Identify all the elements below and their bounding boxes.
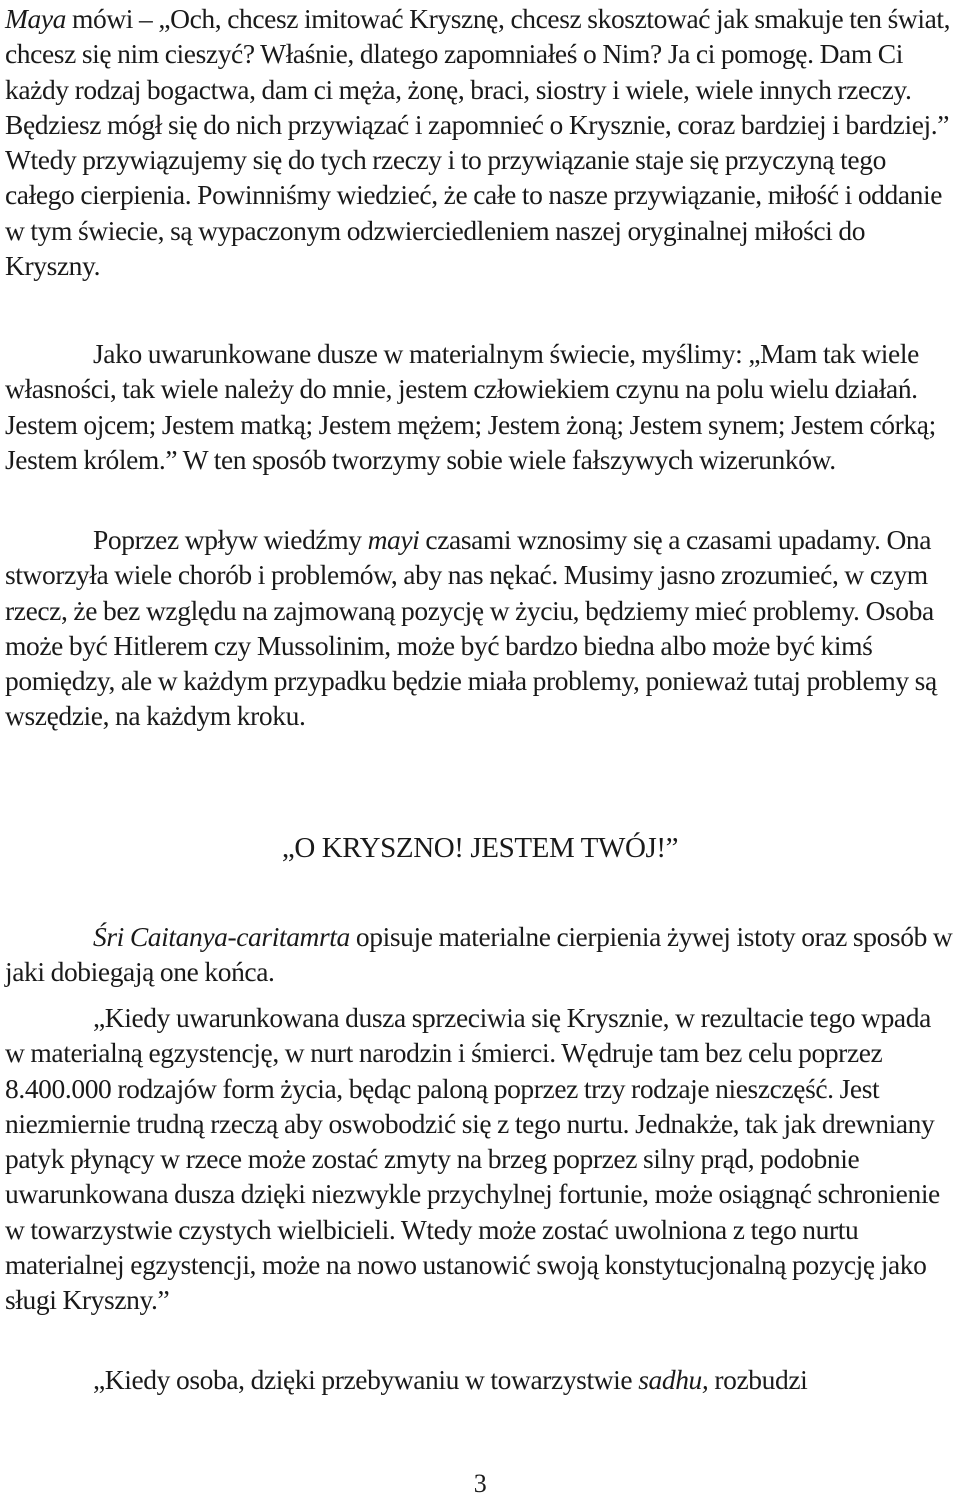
paragraph-maya-speech: [5, 1, 955, 283]
paragraph-text-after: czasami wznosimy się a czasami upadamy. Ona stworzyła wiele chorób i problemów, aby nas nękać. Musimy jasno zrozumieć, w czym rzecz, że bez względu na zajmowaną pozycję w życiu, będziemy mieć problemy. Osoba może być Hitlerem czy Mussolinim, może być bardzo biedna albo może być kimś pomiędzy, ale w każdym przypadku będzie miała problemy, ponieważ tutaj problemy są wszędzie, na każdym kroku.: [5, 524, 937, 732]
paragraph-text: mówi – „Och, chcesz imitować Krysznę, chcesz skosztować jak smakuje ten świat, chcesz się nim cieszyć? Właśnie, dlatego zapomniałeś o Nim? Ja ci pomogę. Dam Ci każdy rodzaj bogactwa, dam ci męża, żonę, braci, siostry i wiele, wiele innych rzeczy. Będziesz mógł się do nich przywiązać i zapomnieć o Krysznie, coraz bardziej i bardziej.” Wtedy przywiązujemy się do tych rzeczy i to przywiązanie staje się przyczyną tego całego cierpienia. Powinniśmy wiedzieć, że całe to nasze przywiązanie, miłość i oddanie w tym świecie, są wypaczonym odzwierciedleniem naszej oryginalnej miłości do Kryszny.: [5, 3, 951, 282]
section-heading: „O KRYSZNO! JESTEM TWÓJ!”: [281, 832, 679, 864]
paragraph-text: opisuje materialne cierpienia żywej istoty oraz sposób w jaki dobiegają one końca.: [5, 921, 953, 988]
paragraph-text: Jako uwarunkowane dusze w materialnym świecie, myślimy: „Mam tak wiele własności, tak wiele należy do mnie, jestem człowiekiem czynu na polu wielu działań. Jestem ojcem; Jestem matką; Jestem mężem; Jestem żoną; Jestem synem; Jestem córką; Jestem królem.” W ten sposób tworzymy sobie wiele fałszywych wizerunków.: [5, 338, 936, 475]
paragraph-conditioned-souls: [5, 336, 955, 477]
term-mayi: mayi: [367, 524, 420, 555]
term-maya: Maya: [5, 3, 67, 34]
paragraph-text-after: rozbudzi: [708, 1364, 808, 1395]
page-number: 3: [473, 1469, 487, 1498]
paragraph-text-before: „Kiedy osoba, dzięki przebywaniu w towarzystwie: [93, 1364, 639, 1395]
paragraph-text: „Kiedy uwarunkowana dusza sprzeciwia się Krysznie, w rezultacie tego wpada w materialną egzystencję, w nurt narodzin i śmierci. Wędruje tam bez celu poprzez 8.400.000 rodzajów form życia, będąc paloną poprzez trzy rodzaje nieszczęść. Jest niezmiernie trudną rzeczą aby oswobodzić się z tego nurtu. Jednakże, tak jak drewniany patyk płynący w rzece może zostać zmyty na brzeg poprzez silny prąd, podobnie uwarunkowana dusza dzięki niezwykle przychylnej fortunie, może osiągnąć schronienie w towarzystwie czystych wielbicieli. Wtedy może zostać uwolniona z tego nurtu materialnej egzystencji, może na nowo ustanowić swoją konstytucjonalną pozycję jako sługi Kryszny.”: [5, 1002, 940, 1316]
paragraph-quote-sadhu: [5, 1362, 955, 1397]
term-sadhu: sadhu,: [638, 1364, 709, 1395]
paragraph-witch-maya: [5, 522, 955, 734]
paragraph-caitanya-caritamrta: [5, 919, 955, 990]
term-sri-caitanya-caritamrta: Śri Caitanya-caritamrta: [93, 921, 350, 952]
paragraph-text-before: Poprzez wpływ wiedźmy: [93, 524, 368, 555]
paragraph-quote-conditioned-soul: [5, 1000, 955, 1318]
